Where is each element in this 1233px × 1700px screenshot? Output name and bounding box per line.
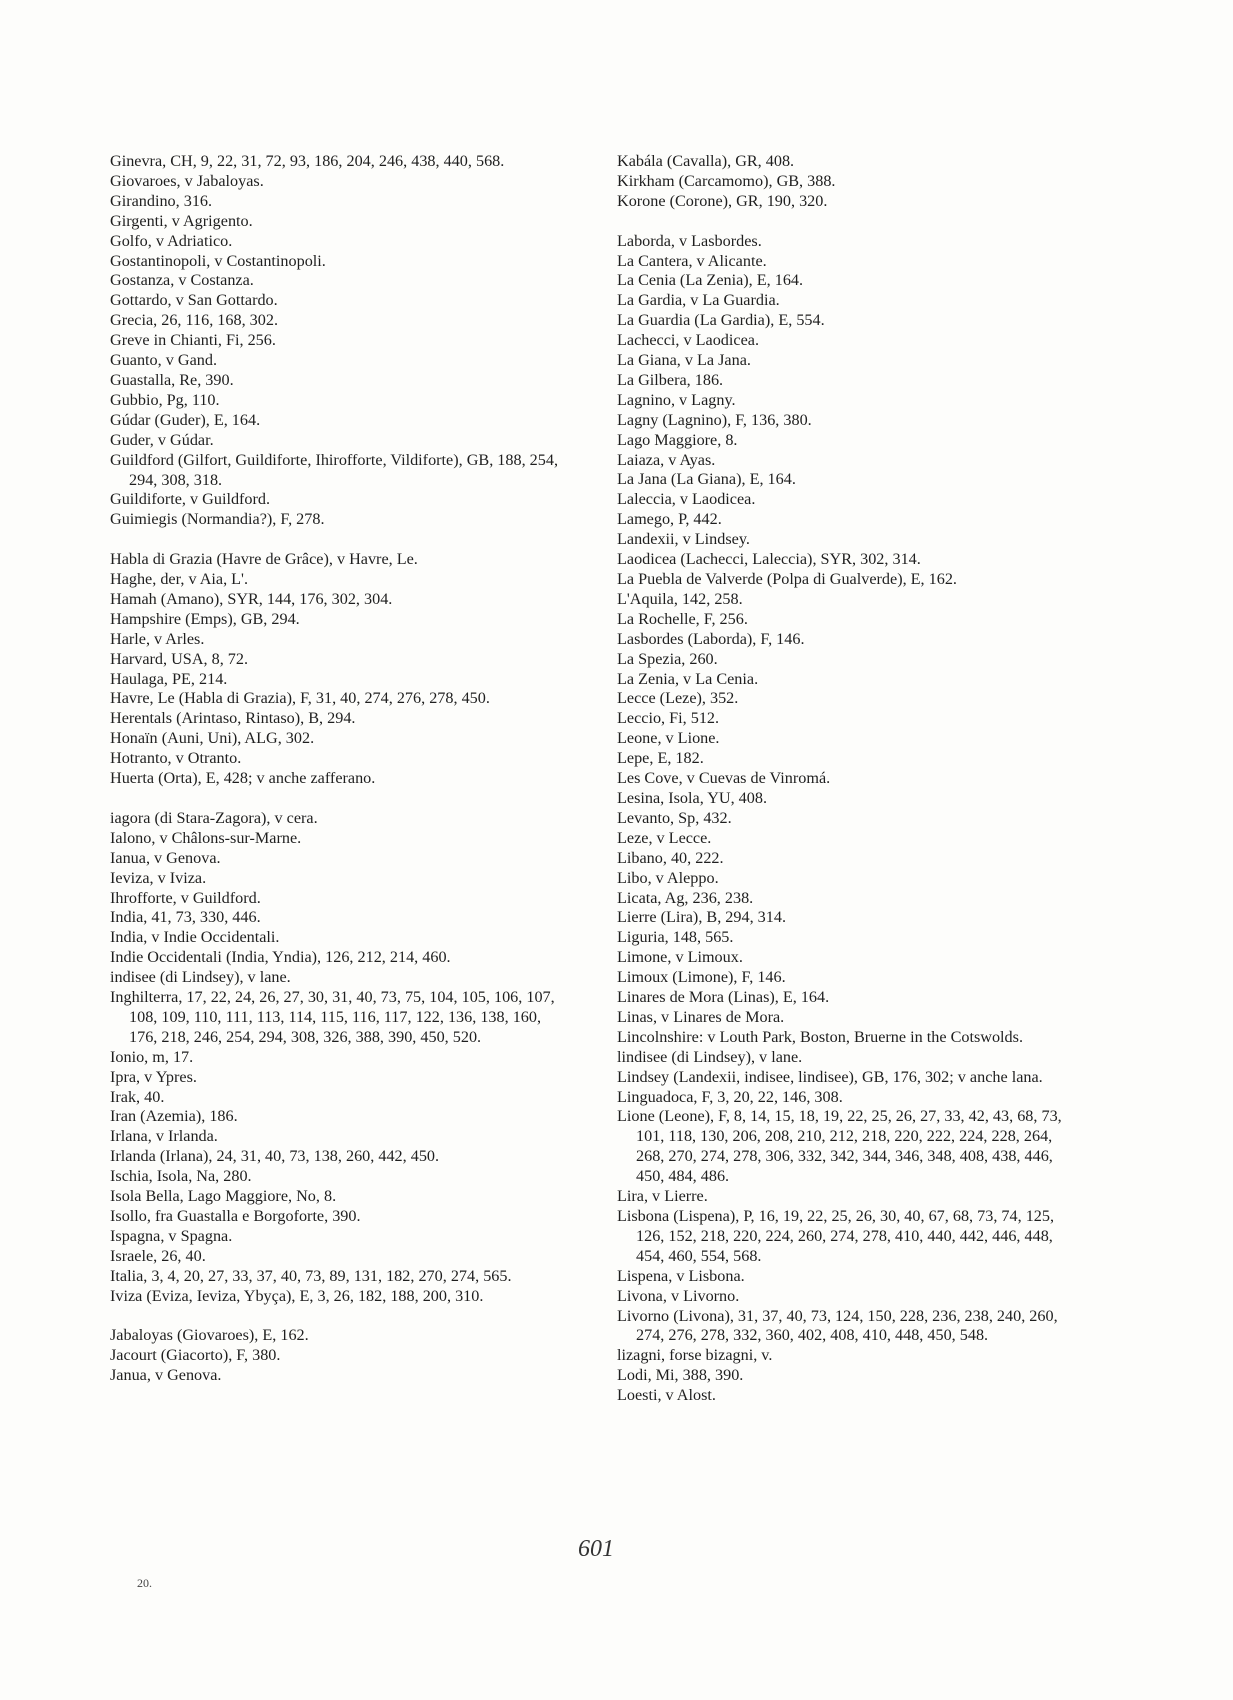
index-entry: lizagni, forse bizagni, v. (617, 1346, 773, 1365)
index-entry: La Puebla de Valverde (Polpa di Gualverde), E, 162. (617, 570, 957, 589)
index-entry: Ieviza, v Iviza. (110, 868, 207, 887)
index-entry: India, 41, 73, 330, 446. (110, 908, 261, 927)
index-entry: Guildiforte, v Guildford. (110, 490, 271, 509)
index-entry: Lago Maggiore, 8. (617, 430, 738, 449)
index-entry: Hotranto, v Otranto. (110, 749, 242, 768)
index-entry: Isollo, fra Guastalla e Borgoforte, 390. (110, 1207, 361, 1225)
entry-gap (110, 789, 572, 809)
index-entry: Les Cove, v Cuevas de Vinromá. (617, 769, 831, 788)
index-entry: Ianua, v Genova. (110, 848, 221, 867)
index-entry: Haghe, der, v Aia, L'. (110, 570, 249, 589)
index-entry: Lincolnshire: v Louth Park, Boston, Bruerne in the Cotswolds. (617, 1027, 1023, 1046)
index-entry: Lione (Leone), F, 8, 14, 15, 18, 19, 22, 25, 26, 27, 33, 42, 43, 68, 73, 101, 118, 130, 206, 208, 210, 212, 218, 220, 222, 224, 228, 264, 268, 270, 274, 278, 306, 332, 342, 344, 346, 348, 408, 438, 446, 450, 484, 486. (617, 1107, 1062, 1186)
index-entry: Girandino, 316. (110, 191, 213, 210)
signature-mark: 20. (137, 1576, 152, 1590)
index-entry: Lira, v Lierre. (617, 1187, 708, 1206)
index-entry: Linas, v Linares de Mora. (617, 1007, 785, 1026)
index-entry: iagora (di Stara-Zagora), v cera. (110, 808, 318, 827)
index-entry: Greve in Chianti, Fi, 256. (110, 331, 276, 350)
index-entry: La Spezia, 260. (617, 649, 718, 668)
index-entry: Ischia, Isola, Na, 280. (110, 1167, 252, 1186)
index-entry: Iran (Azemia), 186. (110, 1107, 238, 1126)
index-entry: Lodi, Mi, 388, 390. (617, 1366, 744, 1385)
index-entry: Gúdar (Guder), E, 164. (110, 410, 261, 429)
index-entry: indisee (di Lindsey), v lane. (110, 968, 291, 987)
index-entry: Linares de Mora (Linas), E, 164. (617, 988, 830, 1007)
index-entry: Ginevra, CH, 9, 22, 31, 72, 93, 186, 204, 246, 438, 440, 568. (110, 152, 505, 170)
index-entry: Laleccia, v Laodicea. (617, 490, 756, 509)
index-entry: Ipra, v Ypres. (110, 1067, 197, 1086)
index-entry: Gubbio, Pg, 110. (110, 390, 220, 409)
index-entry: Irlanda (Irlana), 24, 31, 40, 73, 138, 260, 442, 450. (110, 1147, 440, 1166)
index-entry: Kabála (Cavalla), GR, 408. (617, 152, 795, 170)
index-entry: Giovaroes, v Jabaloyas. (110, 171, 264, 190)
index-entry: Lagny (Lagnino), F, 136, 380. (617, 410, 812, 429)
index-entry: Leccio, Fi, 512. (617, 709, 720, 728)
index-entry: Haulaga, PE, 214. (110, 669, 228, 688)
index-entry: Inghilterra, 17, 22, 24, 26, 27, 30, 31, 40, 73, 75, 104, 105, 106, 107, 108, 109, 110, 111, 113, 114, 115, 116, 117, 122, 136, 138, 160, 176, 218, 246, 254, 294, 308, 326, 388, 390, 450, 520. (110, 988, 555, 1046)
index-entry: Habla di Grazia (Havre de Grâce), v Havre, Le. (110, 550, 418, 569)
index-entry: Indie Occidentali (India, Yndia), 126, 212, 214, 460. (110, 948, 451, 967)
index-entry: Havre, Le (Habla di Grazia), F, 31, 40, 274, 276, 278, 450. (110, 689, 490, 708)
index-entry: Livona, v Livorno. (617, 1286, 740, 1305)
index-entry: Irak, 40. (110, 1087, 165, 1106)
index-entry: Guimiegis (Normandia?), F, 278. (110, 510, 325, 529)
index-entry: Iviza (Eviza, Ieviza, Ybyça), E, 3, 26, 182, 188, 200, 310. (110, 1286, 484, 1305)
index-entry: Leone, v Lione. (617, 729, 720, 748)
index-entry: Lepe, E, 182. (617, 749, 704, 768)
index-entry: Kirkham (Carcamomo), GB, 388. (617, 171, 836, 190)
index-entry: La Jana (La Giana), E, 164. (617, 470, 796, 489)
index-entry: La Cenia (La Zenia), E, 164. (617, 271, 804, 290)
index-entry: Loesti, v Alost. (617, 1386, 716, 1405)
index-entry: La Guardia (La Gardia), E, 554. (617, 311, 825, 330)
index-entry: Honaïn (Auni, Uni), ALG, 302. (110, 729, 315, 748)
index-entry: Herentals (Arintaso, Rintaso), B, 294. (110, 709, 356, 728)
index-entry: La Giana, v La Jana. (617, 351, 751, 370)
index-entry: Lispena, v Lisbona. (617, 1266, 745, 1285)
index-entry: Golfo, v Adriatico. (110, 231, 233, 250)
index-column-left (110, 152, 572, 1386)
index-entry: Ionio, m, 17. (110, 1047, 194, 1066)
index-entry: La Zenia, v La Cenia. (617, 669, 759, 688)
index-entry: Limoux (Limone), F, 146. (617, 968, 786, 987)
index-entry: Lisbona (Lispena), P, 16, 19, 22, 25, 26, 30, 40, 67, 68, 73, 74, 125, 126, 152, 218, 220, 224, 260, 274, 278, 410, 440, 442, 446, 448, 454, 460, 554, 568. (617, 1207, 1055, 1265)
index-entry: Guastalla, Re, 390. (110, 370, 234, 389)
index-entry: Libo, v Aleppo. (617, 868, 719, 887)
index-entry: Landexii, v Lindsey. (617, 530, 750, 549)
index-entry: Laborda, v Lasbordes. (617, 231, 762, 250)
index-entry: Levanto, Sp, 432. (617, 808, 732, 827)
index-entry: La Gilbera, 186. (617, 370, 724, 389)
index-entry: Licata, Ag, 236, 238. (617, 888, 754, 907)
index-entry: L'Aquila, 142, 258. (617, 589, 743, 608)
index-entry: Lierre (Lira), B, 294, 314. (617, 908, 787, 927)
index-entry: Girgenti, v Agrigento. (110, 211, 253, 230)
index-entry: Guanto, v Gand. (110, 351, 217, 370)
index-entry: La Gardia, v La Guardia. (617, 291, 780, 310)
index-entry: Libano, 40, 222. (617, 848, 724, 867)
index-entry: Lamego, P, 442. (617, 510, 722, 529)
index-entry: Italia, 3, 4, 20, 27, 33, 37, 40, 73, 89, 131, 182, 270, 274, 565. (110, 1266, 512, 1285)
index-entry: La Cantera, v Alicante. (617, 251, 767, 270)
index-entry: Korone (Corone), GR, 190, 320. (617, 191, 828, 210)
index-entry: Hamah (Amano), SYR, 144, 176, 302, 304. (110, 589, 393, 608)
index-entry: Guildford (Gilfort, Guildiforte, Ihirofforte, Vildiforte), GB, 188, 254, 294, 308, 318. (110, 450, 559, 489)
index-entry: Gottardo, v San Gottardo. (110, 291, 278, 310)
index-entry: Ialono, v Châlons-sur-Marne. (110, 828, 302, 847)
index-entry: Lindsey (Landexii, indisee, lindisee), GB, 176, 302; v anche lana. (617, 1067, 1043, 1086)
index-entry: Hampshire (Emps), GB, 294. (110, 609, 300, 628)
index-entry: Liguria, 148, 565. (617, 928, 734, 947)
index-entry: India, v Indie Occidentali. (110, 928, 280, 947)
index-column-right (617, 152, 1083, 1406)
index-entry: Huerta (Orta), E, 428; v anche zafferano. (110, 769, 376, 788)
index-entry: Lagnino, v Lagny. (617, 390, 736, 409)
entry-gap (110, 530, 572, 550)
index-entry: Gostanza, v Costanza. (110, 271, 254, 290)
index-entry: Lecce (Leze), 352. (617, 689, 739, 708)
index-entry: Irlana, v Irlanda. (110, 1127, 218, 1146)
index-entry: Isola Bella, Lago Maggiore, No, 8. (110, 1187, 337, 1206)
index-entry: Lesina, Isola, YU, 408. (617, 788, 768, 807)
index-entry: Lachecci, v Laodicea. (617, 331, 759, 350)
index-entry: lindisee (di Lindsey), v lane. (617, 1047, 803, 1066)
page-number: 601 (578, 1536, 614, 1562)
index-entry: Lasbordes (Laborda), F, 146. (617, 629, 805, 648)
index-entry: Limone, v Limoux. (617, 948, 743, 967)
index-entry: Leze, v Lecce. (617, 828, 712, 847)
index-entry: Livorno (Livona), 31, 37, 40, 73, 124, 150, 228, 236, 238, 240, 260, 274, 276, 278, 332, 360, 402, 408, 410, 448, 450, 548. (617, 1306, 1058, 1345)
index-entry: Jabaloyas (Giovaroes), E, 162. (110, 1326, 309, 1345)
index-entry: Harle, v Arles. (110, 629, 205, 648)
index-entry: La Rochelle, F, 256. (617, 609, 748, 628)
entry-gap (617, 212, 1083, 232)
index-entry: Harvard, USA, 8, 72. (110, 649, 249, 668)
entry-gap (110, 1307, 572, 1327)
index-entry: Laiaza, v Ayas. (617, 450, 716, 469)
index-entry: Laodicea (Lachecci, Laleccia), SYR, 302, 314. (617, 550, 921, 569)
index-entry: Grecia, 26, 116, 168, 302. (110, 311, 278, 330)
index-entry: Linguadoca, F, 3, 20, 22, 146, 308. (617, 1087, 843, 1106)
index-entry: Gostantinopoli, v Costantinopoli. (110, 251, 326, 270)
index-entry: Janua, v Genova. (110, 1366, 222, 1385)
index-entry: Israele, 26, 40. (110, 1246, 206, 1265)
index-entry: Ihrofforte, v Guildford. (110, 888, 261, 907)
index-entry: Guder, v Gúdar. (110, 430, 214, 449)
index-entry: Ispagna, v Spagna. (110, 1226, 233, 1245)
index-entry: Jacourt (Giacorto), F, 380. (110, 1346, 281, 1365)
